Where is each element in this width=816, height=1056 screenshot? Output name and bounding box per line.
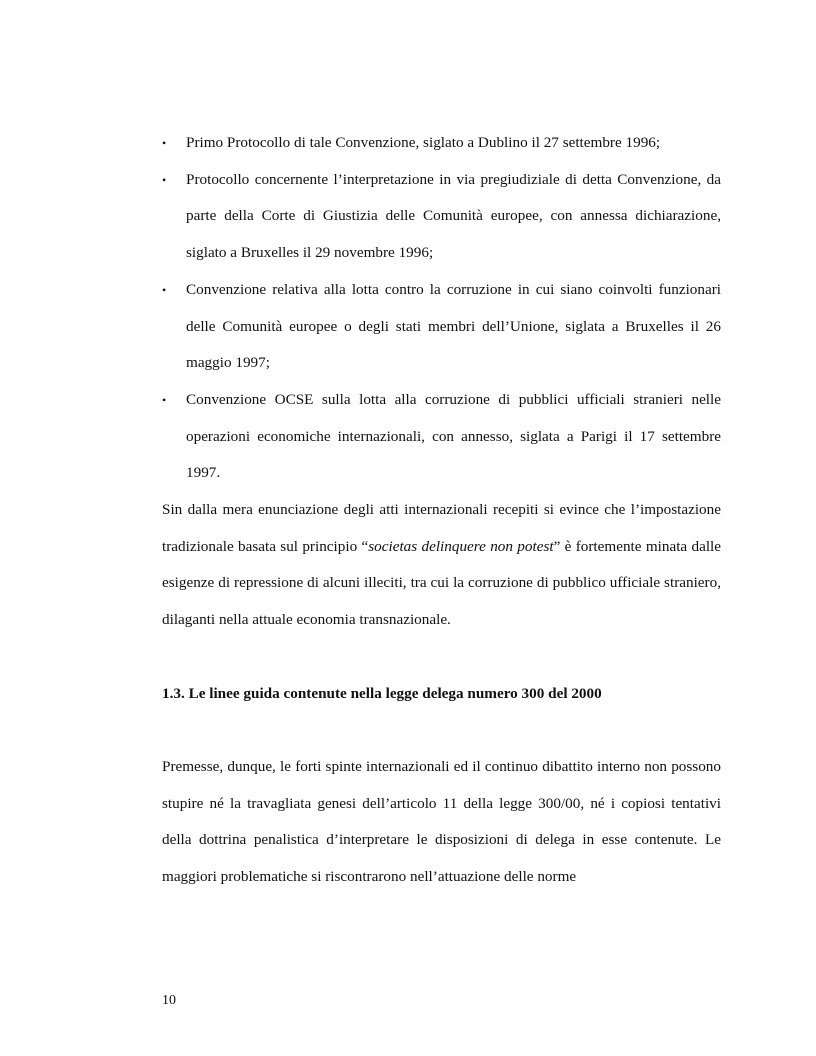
bullet-icon: • [162, 282, 167, 297]
document-body [162, 125, 721, 896]
list-item [162, 272, 721, 382]
paragraph-text-after: ” è fortemente minata dalle esigenze di repressione di alcuni illeciti, tra cui la corruzione di pubblico ufficiale straniero, dilaganti nella attuale economia transnazionale. [162, 537, 721, 629]
latin-maxim: societas delinquere non potest [368, 537, 554, 555]
bullet-icon: • [162, 392, 167, 407]
list-item-text: Primo Protocollo di tale Convenzione, siglato a Dublino il 27 settembre 1996; [186, 134, 661, 151]
list-item-text: Convenzione relativa alla lotta contro la corruzione in cui siano coinvolti funzionari delle Comunità europee o degli stati membri dell’Unione, siglata a Bruxelles il 26 maggio 1997; [186, 280, 721, 372]
list-item [162, 162, 721, 272]
bullet-icon: • [162, 172, 167, 187]
page-number: 10 [162, 993, 176, 1008]
list-item-text: Protocollo concernente l’interpretazione in via pregiudiziale di detta Convenzione, da parte della Corte di Giustizia delle Comunità europee, con annessa dichiarazione, siglato a Bruxelles il 29 novembre 1996; [186, 170, 721, 262]
list-item [162, 125, 721, 162]
paragraph-text-before: Sin dalla mera enunciazione degli atti internazionali recepiti si evince che l’impostazione tradizionale basata sul principio “ [162, 501, 721, 555]
paragraph-societas [162, 492, 721, 639]
paragraph-premesse: Premesse, dunque, le forti spinte internazionali ed il continuo dibattito interno non possono stupire né la travagliata genesi dell’articolo 11 della legge 300/00, né i copiosi tentativi della dottrina penalistica d’interpretare le disposizioni di delega in esse contenute. Le maggiori problematiche si riscontrarono nell’attuazione delle norme [162, 757, 721, 886]
spacer [162, 712, 721, 749]
section-heading: 1.3. Le linee guida contenute nella legge delega numero 300 del 2000 [162, 684, 602, 702]
list-item [162, 382, 721, 492]
spacer [162, 639, 721, 676]
bullet-icon: • [162, 136, 167, 150]
list-item-text: Convenzione OCSE sulla lotta alla corruzione di pubblici ufficiali stranieri nelle operazioni economiche internazionali, con annesso, siglata a Parigi il 17 settembre 1997. [186, 390, 721, 482]
convention-list [162, 125, 721, 492]
